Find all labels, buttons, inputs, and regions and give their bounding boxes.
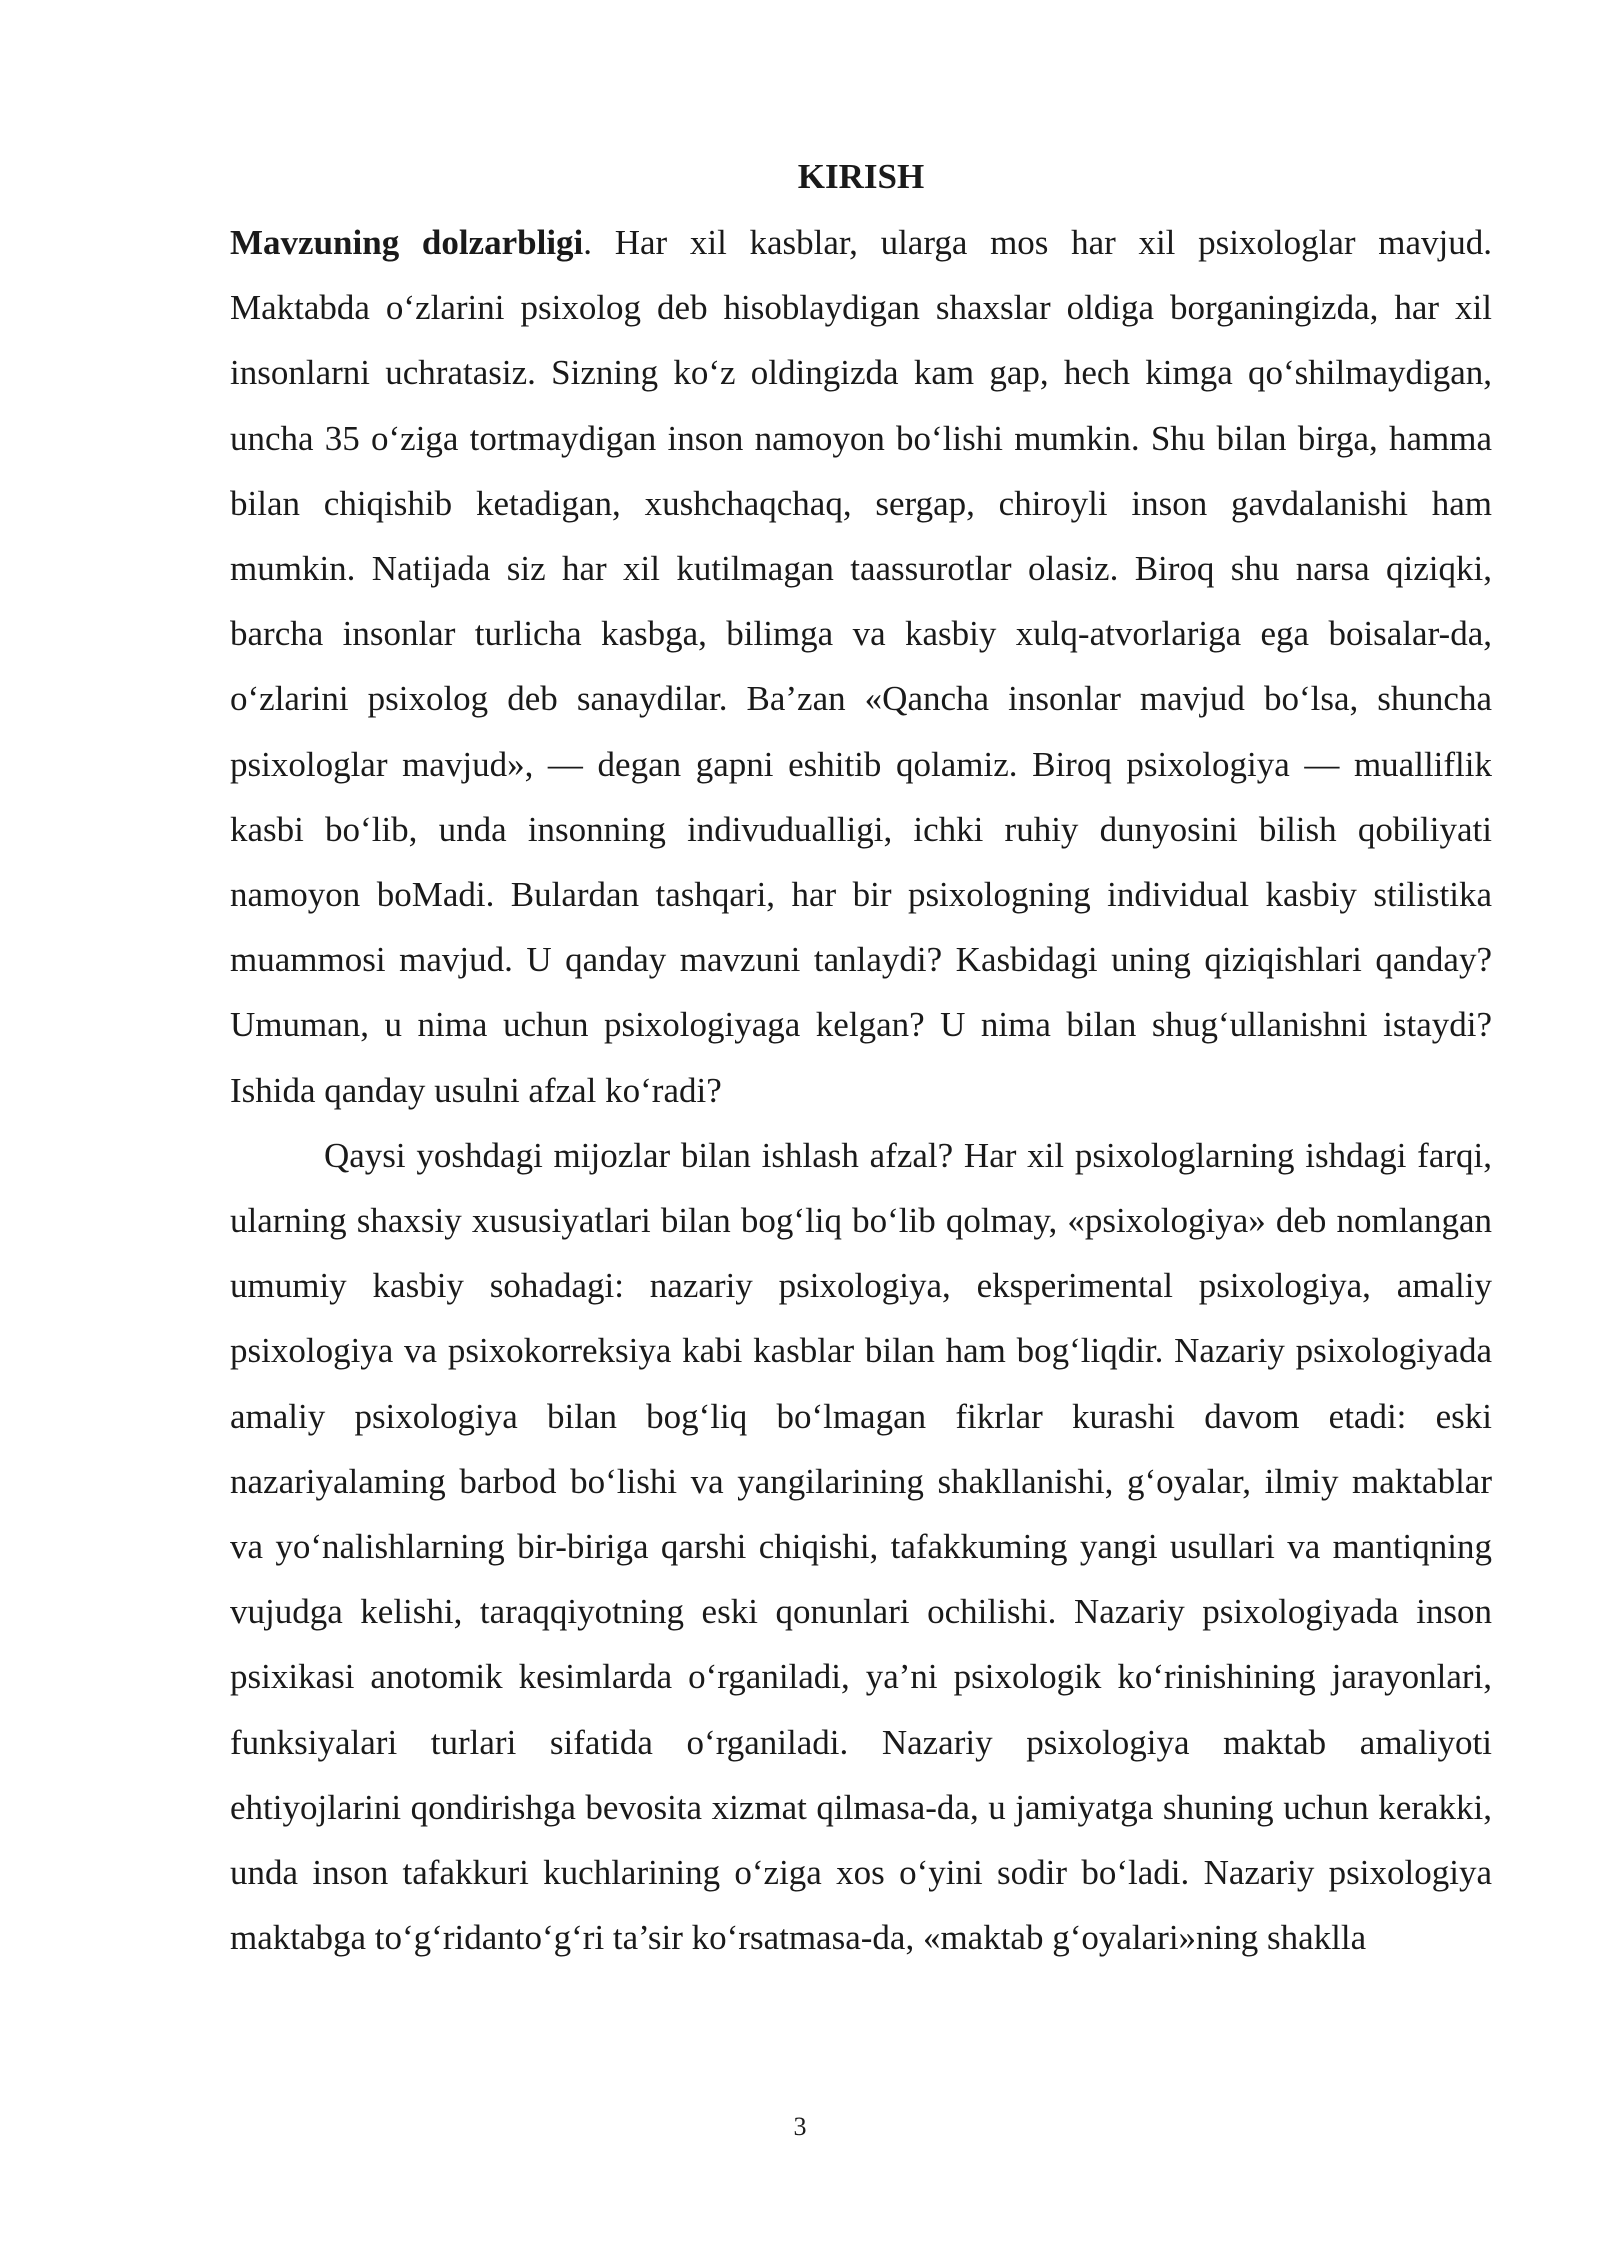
page-body [230, 148, 1492, 1970]
paragraph-lead-punct: . [583, 223, 593, 262]
page-number: 3 [793, 2112, 807, 2141]
paragraph-body: Har xil kasblar, ularga mos har xil psixologlar mavjud. Maktabda o‘zlarini psixolog deb hisoblaydigan shaxslar oldiga borganingizda, har xil insonlarni uchratasiz. Sizning ko‘z oldingizda kam gap, hech kimga qo‘shilmaydigan, uncha 35 o‘ziga tortmaydigan inson namoyon bo‘lishi mumkin. Shu bilan birga, hamma bilan chiqishib ketadigan, xushchaqchaq, sergap, chiroyli inson gavdalanishi ham mumkin. Natijada siz har xil kutilmagan taassurotlar olasiz. Biroq shu narsa qiziqki, barcha insonlar turlicha kasbga, bilimga va kasbiy xulq-atvorlariga ega boisalar-da, o‘zlarini psixolog deb sanaydilar. Ba’zan «Qancha insonlar mavjud bo‘lsa, shuncha psixologlar mavjud», — degan gapni eshitib qolamiz. Biroq psixologiya — mualliflik kasbi bo‘lib, unda insonning indivudualligi, ichki ruhiy dunyosini bilish qobiliyati namoyon boMadi. Bulardan tashqari, har bir psixologning individual kasbiy stilistika muammosi mavjud. U qanday mavzuni tanlaydi? Kasbidagi uning qiziqishlari qanday? Umuman, u nima uchun psixologiyaga kelgan? U nima bilan shug‘ullanishni istaydi? Ishida qanday usulni afzal ko‘radi? [230, 223, 1492, 1110]
paragraph-relevance [230, 210, 1492, 1123]
paragraph-lead: Mavzuning dolzarbligi [230, 223, 584, 262]
section-heading: KIRISH [797, 157, 925, 196]
paragraph-theory: Qaysi yoshdagi mijozlar bilan ishlash afzal? Har xil psixologlarning ishdagi farqi, ularning shaxsiy xususiyatlari bilan bog‘liq bo‘lib qolmay, «psixologiya» deb nomlangan umumiy kasbiy sohadagi: nazariy psixologiya, eksperimental psixologiya, amaliy psixologiya va psixokorreksiya kabi kasblar bilan ham bog‘liqdir. Nazariy psixologiyada amaliy psixologiya bilan bog‘liq bo‘lmagan fikrlar kurashi davom etadi: eski nazariyalaming barbod bo‘lishi va yangilarining shakllanishi, g‘oyalar, ilmiy maktablar va yo‘nalishlarning bir-biriga qarshi chiqishi, tafakkuming yangi usullari va mantiqning vujudga kelishi, taraqqiyotning eski qonunlari ochilishi. Nazariy psixologiyada inson psixikasi anotomik kesimlarda o‘rganiladi, ya’ni psixologik ko‘rinishining jarayonlari, funksiyalari turlari sifatida o‘rganiladi. Nazariy psixologiya maktab amaliyoti ehtiyojlarini qondirishga bevosita xizmat qilmasa-da, u jamiyatga shuning uchun kerakki, unda inson tafakkuri kuchlarining o‘ziga xos o‘yini sodir bo‘ladi. Nazariy psixologiya maktabga to‘g‘ridanto‘g‘ri ta’sir ko‘rsatmasa-da, «maktab g‘oyalari»ning shaklla [230, 1135, 1492, 1958]
